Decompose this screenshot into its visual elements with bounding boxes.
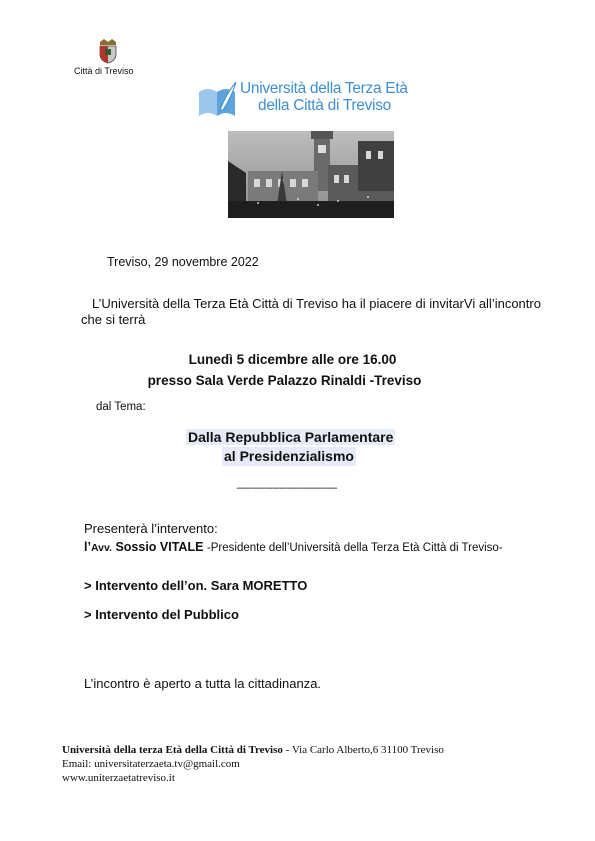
footer-email[interactable]: Email: universitaterzaeta.tv@gmail.com [62,758,240,770]
event-venue: presso Sala Verde Palazzo Rinaldi -Treviso [147,373,422,388]
program-item-moretto: > Intervento dell’on. Sara MORETTO [84,578,308,593]
footer-website[interactable]: www.uniterzaetatreviso.it [62,772,175,784]
letter-date: Treviso, 29 novembre 2022 [107,255,259,269]
book-quill-icon [196,80,238,120]
separator-rule: ______________ [237,475,338,489]
presenter-title: Avv. [90,542,112,554]
presenter-prefix: l’ [84,540,91,554]
theme-label: dal Tema: [96,401,146,413]
footer-org: Università della terza Età della Città di Treviso [62,744,283,756]
invitation-intro: L’Università della Terza Età Città di Treviso ha il piacere di invitarVi all’incontro che si terrà [81,296,541,327]
closing-note: L’incontro è aperto a tutta la cittadinanza. [84,676,322,691]
theme-title-line2: al Presidenzialismo [224,448,354,464]
event-datetime: Lunedì 5 dicembre alle ore 16.00 [188,352,397,367]
logo-text-line1: Università della Terza Età [240,80,408,97]
presenter-name: Sossio VITALE [115,540,204,554]
event-theme-title [186,428,395,466]
presenter-role: -Presidente dell’Università della Terza Età Città di Treviso- [206,542,503,554]
city-crest-icon [94,36,122,64]
presenter-intro: Presenterà l’intervento: [84,521,218,536]
treviso-square-photo [228,131,394,218]
logo-text-line2: della Città di Treviso [258,97,391,114]
event-when-where [0,349,595,391]
presenter-line [84,540,503,554]
program-item-public: > Intervento del Pubblico [84,607,239,622]
footer [62,743,444,785]
footer-address: - Via Carlo Alberto,6 31100 Treviso [282,744,444,756]
theme-title-line1: Dalla Repubblica Parlamentare [188,429,394,445]
city-label: Città di Treviso [74,66,134,76]
university-logo [196,78,418,124]
footer-org-line [62,743,444,757]
